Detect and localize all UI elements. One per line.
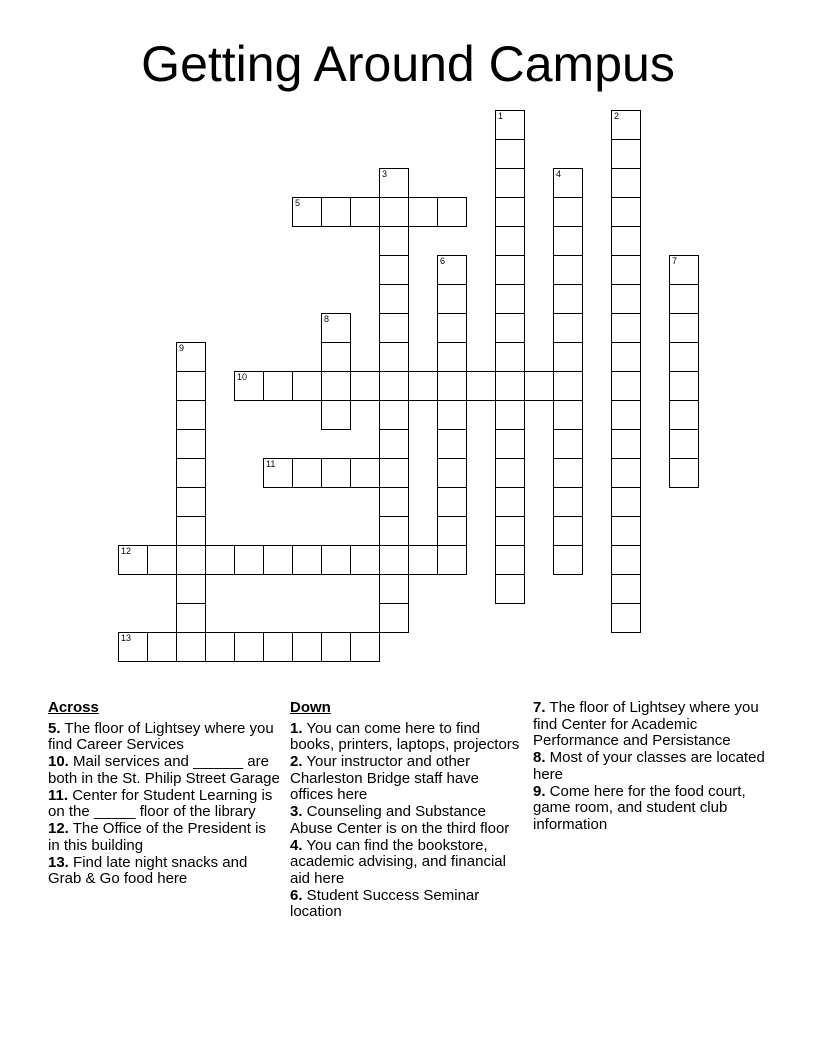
clue-text: The floor of Lightsey where you find Center for Academic Performance and Persistance (533, 699, 759, 749)
crossword-cell[interactable] (147, 545, 177, 575)
crossword-cell[interactable] (292, 371, 322, 401)
crossword-cell[interactable] (495, 429, 525, 459)
cell-number: 6 (440, 256, 446, 266)
crossword-cell[interactable] (147, 632, 177, 662)
across-clue (48, 721, 280, 754)
crossword-cell[interactable] (553, 400, 583, 430)
crossword-cell[interactable] (669, 284, 699, 314)
across-clue (48, 855, 280, 888)
clue-number: 11. (48, 786, 69, 804)
crossword-cell[interactable] (321, 458, 351, 488)
crossword-cell[interactable] (379, 458, 409, 488)
crossword-cell[interactable] (611, 458, 641, 488)
clue-number: 7. (533, 699, 546, 716)
clue-text: Your instructor and other Charleston Bridge staff have offices here (290, 753, 480, 803)
crossword-cell[interactable] (321, 313, 351, 343)
crossword-cell[interactable] (176, 400, 206, 430)
clue-number: 3. (290, 803, 303, 820)
crossword-cell[interactable] (611, 342, 641, 372)
crossword-cell[interactable] (611, 516, 641, 546)
crossword-cell[interactable] (176, 516, 206, 546)
crossword-cell[interactable] (379, 545, 409, 575)
crossword-cell[interactable] (553, 342, 583, 372)
cell-number: 4 (556, 169, 562, 179)
clue-text: The floor of Lightsey where you find Career Services (48, 719, 274, 753)
crossword-cell[interactable] (611, 429, 641, 459)
crossword-cell[interactable] (495, 342, 525, 372)
crossword-cell[interactable] (176, 429, 206, 459)
crossword-cell[interactable] (466, 371, 496, 401)
crossword-cell[interactable] (408, 371, 438, 401)
down-clue (533, 750, 765, 783)
crossword-cell[interactable] (437, 197, 467, 227)
crossword-cell[interactable] (553, 458, 583, 488)
crossword-cell[interactable] (669, 255, 699, 285)
down-clue (290, 804, 522, 837)
crossword-cell[interactable] (263, 545, 293, 575)
crossword-cell[interactable] (292, 632, 322, 662)
cell-number: 11 (266, 459, 276, 469)
crossword-cell[interactable] (379, 371, 409, 401)
clue-text: Find late night snacks and Grab & Go food here (48, 853, 248, 887)
crossword-cell[interactable] (611, 197, 641, 227)
cell-number: 10 (237, 372, 248, 382)
crossword-cell[interactable] (437, 371, 467, 401)
cell-number: 7 (672, 256, 678, 266)
crossword-cell[interactable] (118, 632, 148, 662)
across-heading: Across (48, 699, 99, 716)
clue-text: Mail services and ______ are both in the St. Philip Street Garage (48, 753, 280, 787)
clue-number: 10. (48, 753, 69, 770)
crossword-cell[interactable] (321, 632, 351, 662)
crossword-cell[interactable] (669, 400, 699, 430)
crossword-cell[interactable] (495, 197, 525, 227)
clue-text: The Office of the President is in this building (48, 820, 266, 854)
crossword-cell[interactable] (495, 110, 525, 140)
crossword-cell[interactable] (292, 458, 322, 488)
crossword-cell[interactable] (321, 371, 351, 401)
crossword-cell[interactable] (495, 458, 525, 488)
crossword-cell[interactable] (408, 197, 438, 227)
clue-text: Student Success Seminar location (290, 886, 480, 920)
crossword-cell[interactable] (611, 110, 641, 140)
crossword-cell[interactable] (292, 197, 322, 227)
clue-text: Counseling and Substance Abuse Center is on the third floor (290, 803, 510, 837)
clue-number: 9. (533, 782, 546, 800)
crossword-cell[interactable] (553, 255, 583, 285)
clue-number: 13. (48, 853, 69, 871)
crossword-cell[interactable] (176, 458, 206, 488)
clue-text: You can find the bookstore, academic advising, and financial aid here (290, 836, 506, 887)
crossword-cell[interactable] (437, 545, 467, 575)
crossword-cell[interactable] (205, 632, 235, 662)
down-clues-column (290, 700, 522, 921)
crossword-cell[interactable] (611, 574, 641, 604)
crossword-cell[interactable] (495, 139, 525, 169)
crossword-cell[interactable] (321, 400, 351, 430)
crossword-cell[interactable] (611, 168, 641, 198)
crossword-cell[interactable] (379, 516, 409, 546)
crossword-cell[interactable] (263, 371, 293, 401)
clue-text: You can come here to find books, printers, laptops, projectors (290, 719, 520, 753)
crossword-cell[interactable] (234, 545, 264, 575)
crossword-cell[interactable] (205, 545, 235, 575)
clue-number: 5. (48, 719, 61, 737)
crossword-cell[interactable] (118, 545, 148, 575)
crossword-cell[interactable] (553, 487, 583, 517)
crossword-cell[interactable] (495, 487, 525, 517)
cell-number: 3 (382, 169, 388, 179)
crossword-cell[interactable] (263, 632, 293, 662)
crossword-cell[interactable] (234, 371, 264, 401)
crossword-cell[interactable] (321, 342, 351, 372)
cell-number: 12 (121, 546, 132, 556)
crossword-cell[interactable] (495, 574, 525, 604)
crossword-cell[interactable] (495, 284, 525, 314)
crossword-cell[interactable] (611, 226, 641, 256)
crossword-cell[interactable] (379, 255, 409, 285)
crossword-cell[interactable] (669, 458, 699, 488)
crossword-cell[interactable] (437, 313, 467, 343)
crossword-cell[interactable] (379, 342, 409, 372)
crossword-cell[interactable] (611, 371, 641, 401)
crossword-cell[interactable] (611, 255, 641, 285)
crossword-cell[interactable] (669, 313, 699, 343)
crossword-cell[interactable] (553, 197, 583, 227)
crossword-cell[interactable] (379, 168, 409, 198)
crossword-cell[interactable] (176, 632, 206, 662)
cell-number: 9 (179, 343, 185, 353)
crossword-cell[interactable] (437, 400, 467, 430)
across-clue (48, 788, 280, 821)
down-clue (290, 838, 522, 888)
across-clue-list (48, 721, 280, 888)
down-clues-column-continued (533, 700, 765, 834)
crossword-cell[interactable] (350, 197, 380, 227)
crossword-cell[interactable] (350, 458, 380, 488)
clue-text: Come here for the food court, game room, and student club information (533, 782, 746, 833)
crossword-cell[interactable] (379, 487, 409, 517)
down-clue (290, 888, 522, 921)
cell-number: 13 (121, 633, 132, 643)
crossword-cell[interactable] (437, 255, 467, 285)
crossword-cell[interactable] (669, 371, 699, 401)
clue-number: 1. (290, 719, 303, 737)
crossword-cell[interactable] (379, 313, 409, 343)
down-clue (290, 754, 522, 804)
crossword-cell[interactable] (495, 400, 525, 430)
cell-number: 5 (295, 198, 301, 208)
crossword-cell[interactable] (611, 400, 641, 430)
crossword-cell[interactable] (379, 226, 409, 256)
puzzle-title: Getting Around Campus (141, 36, 675, 92)
crossword-cell[interactable] (408, 545, 438, 575)
crossword-cell[interactable] (292, 545, 322, 575)
crossword-cell[interactable] (553, 516, 583, 546)
crossword-cell[interactable] (379, 197, 409, 227)
across-clue (48, 821, 280, 854)
crossword-cell[interactable] (437, 429, 467, 459)
down-clue-list (290, 721, 522, 921)
crossword-cell[interactable] (350, 371, 380, 401)
crossword-cell[interactable] (321, 197, 351, 227)
crossword-cell[interactable] (495, 255, 525, 285)
across-clue (48, 754, 280, 787)
cell-number: 1 (498, 111, 504, 121)
clue-number: 2. (290, 753, 303, 770)
crossword-cell[interactable] (553, 284, 583, 314)
down-clue (290, 721, 522, 754)
crossword-cell[interactable] (176, 545, 206, 575)
crossword-cell[interactable] (524, 371, 554, 401)
crossword-cell[interactable] (379, 284, 409, 314)
crossword-cell[interactable] (263, 458, 293, 488)
clue-number: 4. (290, 836, 303, 854)
crossword-cell[interactable] (176, 342, 206, 372)
down-heading: Down (290, 699, 331, 716)
crossword-cell[interactable] (350, 632, 380, 662)
crossword-cell[interactable] (611, 487, 641, 517)
crossword-cell[interactable] (437, 516, 467, 546)
crossword-cell[interactable] (669, 429, 699, 459)
down-clue (533, 700, 765, 750)
cell-number: 8 (324, 314, 330, 324)
crossword-cell[interactable] (495, 313, 525, 343)
crossword-cell[interactable] (437, 342, 467, 372)
crossword-cell[interactable] (495, 168, 525, 198)
clue-text: Most of your classes are located here (533, 749, 765, 783)
crossword-cell[interactable] (553, 429, 583, 459)
crossword-cell[interactable] (495, 516, 525, 546)
crossword-cell[interactable] (379, 429, 409, 459)
crossword-cell[interactable] (379, 603, 409, 633)
crossword-cell[interactable] (437, 487, 467, 517)
crossword-cell[interactable] (379, 574, 409, 604)
crossword-cell[interactable] (553, 226, 583, 256)
crossword-cell[interactable] (176, 487, 206, 517)
crossword-cell[interactable] (553, 313, 583, 343)
down-clue (533, 784, 765, 834)
crossword-cell[interactable] (495, 371, 525, 401)
crossword-cell[interactable] (611, 545, 641, 575)
clue-number: 8. (533, 749, 546, 766)
crossword-cell[interactable] (669, 342, 699, 372)
crossword-cell[interactable] (437, 458, 467, 488)
crossword-cell[interactable] (611, 284, 641, 314)
crossword-cell[interactable] (611, 603, 641, 633)
down-clue-list-continued (533, 700, 765, 833)
crossword-cell[interactable] (176, 603, 206, 633)
crossword-cell[interactable] (611, 139, 641, 169)
clue-text: Center for Student Learning is on the _____ floor of the library (48, 786, 273, 820)
crossword-cell[interactable] (321, 545, 351, 575)
crossword-cell[interactable] (379, 400, 409, 430)
crossword-cell[interactable] (553, 168, 583, 198)
crossword-cell[interactable] (176, 574, 206, 604)
clue-number: 6. (290, 886, 303, 904)
crossword-cell[interactable] (350, 545, 380, 575)
crossword-cell[interactable] (553, 371, 583, 401)
crossword-cell[interactable] (553, 545, 583, 575)
crossword-cell[interactable] (176, 371, 206, 401)
crossword-cell[interactable] (495, 226, 525, 256)
crossword-cell[interactable] (234, 632, 264, 662)
crossword-cell[interactable] (437, 284, 467, 314)
across-clues-column (48, 700, 280, 888)
crossword-cell[interactable] (611, 313, 641, 343)
cell-number: 2 (614, 111, 620, 121)
crossword-cell[interactable] (495, 545, 525, 575)
clue-number: 12. (48, 820, 69, 837)
